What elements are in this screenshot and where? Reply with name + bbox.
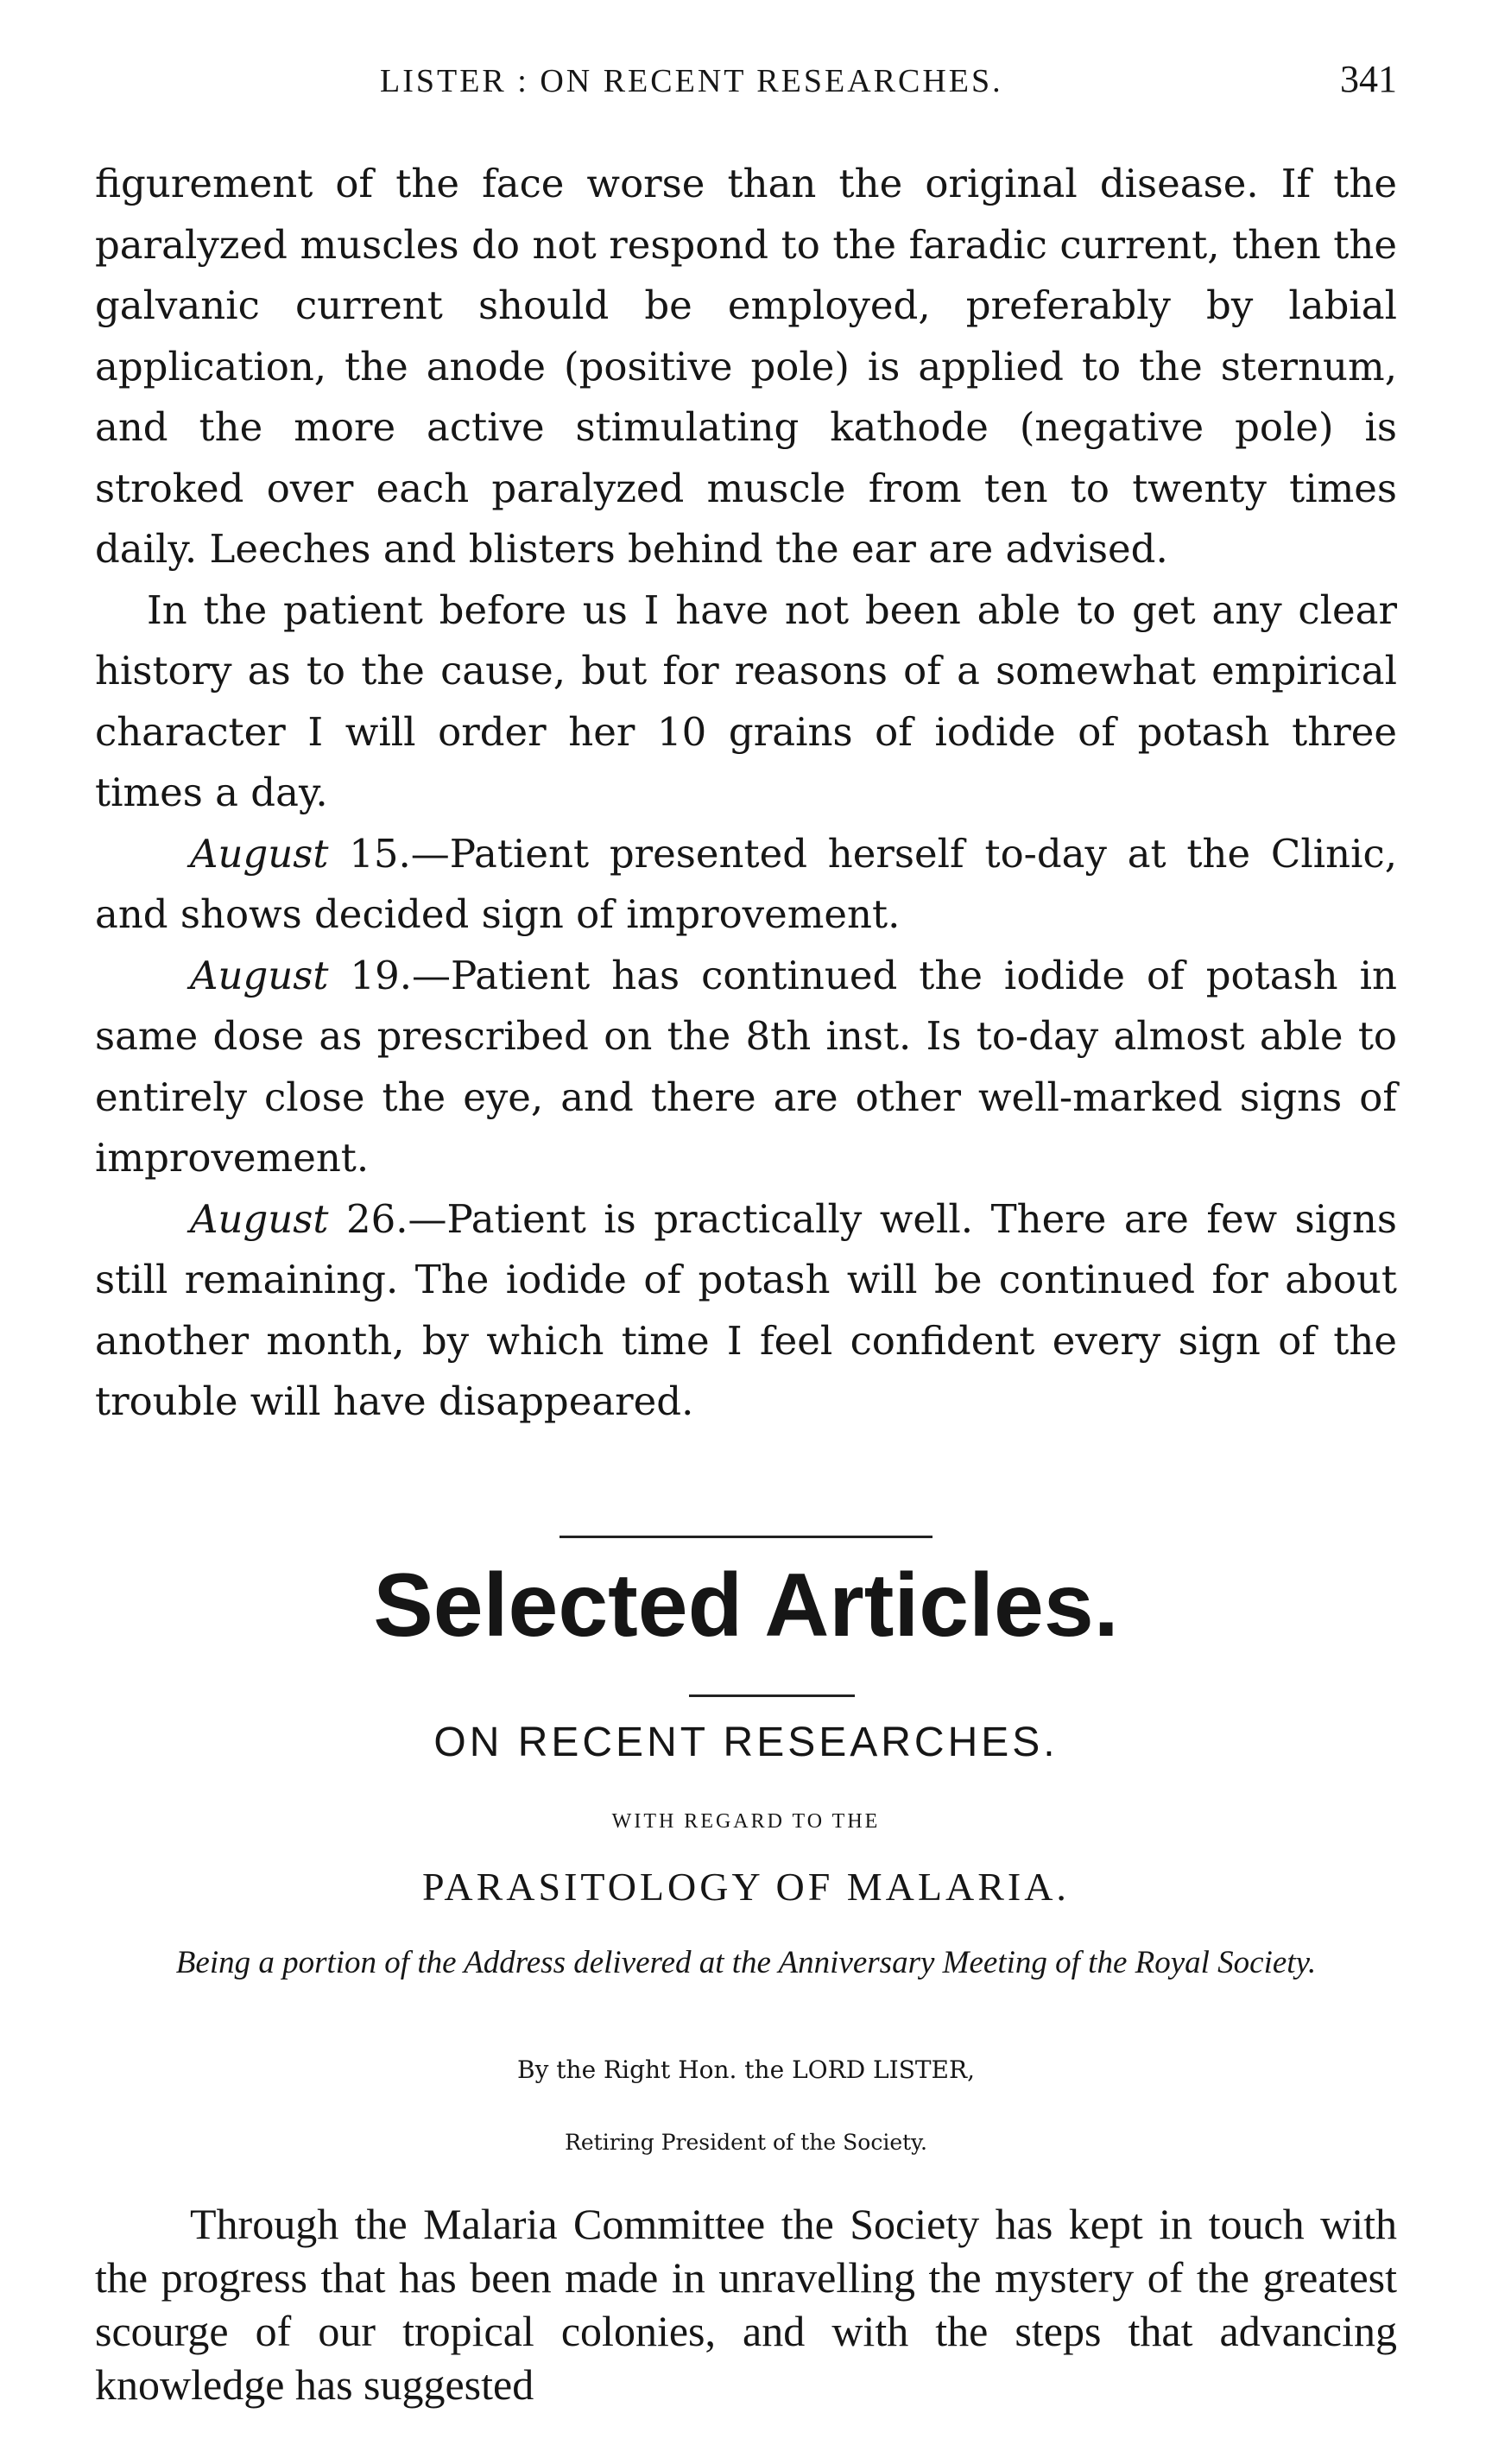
- divider-bottom: [689, 1694, 855, 1697]
- section-title: Selected Articles.: [373, 1555, 1119, 1656]
- article-note: Being a portion of the Address delivered at the Anniversary Meeting of the Royal Society.: [175, 1945, 1317, 1980]
- with-regard-line: WITH REGARD TO THE: [611, 1810, 881, 1833]
- article-byline: By the Right Hon. the LORD LISTER,: [517, 2055, 975, 2084]
- paragraph-2: In the patient before us I have not been able to get any clear history as to the cause, but for reasons of a somewhat empirical character I will order her 10 grains of iodide of potash three times a day.: [95, 586, 1397, 815]
- divider-top: [560, 1536, 932, 1538]
- article-intro-paragraph: Through the Malaria Committee the Society has kept in touch with the progress that has been made in unravelling the mystery of the greatest scourge of our tropical colonies, and with the steps that advancing knowledge has suggested: [95, 2200, 1397, 2409]
- paragraph-1: figurement of the face worse than the original disease. If the paralyzed muscles do not respond to the faradic current, then the galvanic current should be employed, preferably by labial application, the anode (positive pole) is applied to the sternum, and the more active stimulating kathode (negative pole) is stroked over each paralyzed muscle from ten to twenty times daily. Leeches and blisters behind the ear are advised.: [95, 161, 1397, 572]
- paragraph-4-text: 19.—Patient has continued the iodide of potash in same dose as prescribed on the 8th inst. Is to-day almost able to entirely close the eye, and there are other well-marked signs of improvement.: [95, 952, 1397, 1181]
- paragraph-3: [95, 824, 1397, 946]
- date-august-15: August: [190, 830, 329, 877]
- article-subhead: PARASITOLOGY OF MALARIA.: [422, 1865, 1070, 1909]
- running-head: LISTER : ON RECENT RESEARCHES.: [380, 63, 1003, 99]
- body-text: [95, 154, 1397, 1433]
- paragraph-5: [95, 1189, 1397, 1433]
- paragraph-3-text: 15.—Patient presented herself to-day at the Clinic, and shows decided sign of improvement.: [95, 830, 1397, 937]
- date-august-26: August: [190, 1195, 329, 1242]
- article-headline: ON RECENT RESEARCHES.: [433, 1720, 1059, 1765]
- page-number: 341: [1340, 58, 1397, 100]
- paragraph-5-text: 26.—Patient is practically well. There are few signs still remaining. The iodide of potash will be continued for about another month, by which time I feel confident every sign of the trouble will have disappeared.: [95, 1195, 1397, 1424]
- date-august-19: August: [190, 952, 329, 998]
- author-affiliation: Retiring President of the Society.: [565, 2130, 927, 2155]
- paragraph-4: [95, 946, 1397, 1189]
